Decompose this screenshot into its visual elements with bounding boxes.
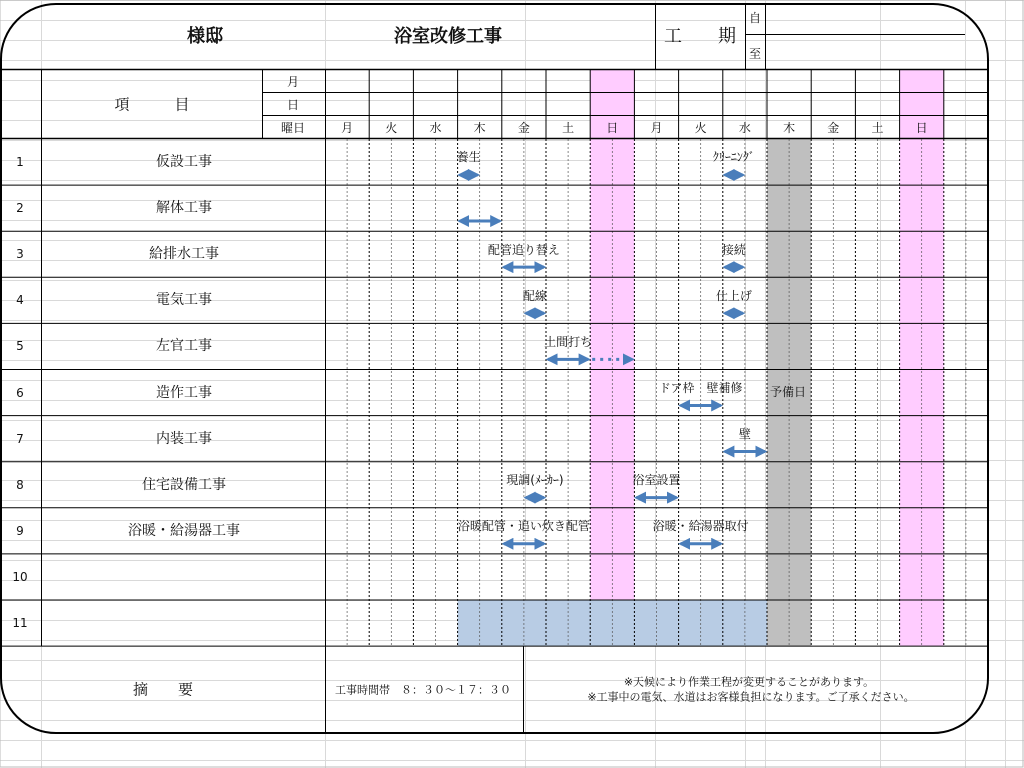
weekday-cell: 木 — [783, 121, 796, 135]
task-label: 配管追り替え — [487, 242, 560, 257]
month-row-label: 月 — [286, 75, 300, 89]
weekday-cell: 日 — [915, 121, 928, 135]
weekday-cell: 水 — [738, 121, 751, 135]
weekday-cell: 火 — [694, 121, 707, 135]
summary-label: 摘 要 — [132, 680, 194, 699]
work-item-name: 住宅設備工事 — [142, 476, 226, 493]
weekday-cell: 日 — [606, 121, 619, 135]
item-column-header: 項 目 — [114, 95, 190, 114]
weekday-cell: 金 — [827, 121, 840, 135]
task-label: ドア枠 壁補修 — [658, 380, 743, 395]
period-from-label: 自 — [748, 11, 762, 25]
task-label: 浴室設置 — [632, 473, 681, 488]
row-number: 9 — [16, 523, 24, 538]
task-label: 接続 — [721, 242, 746, 257]
weekday-cell: 木 — [473, 121, 486, 135]
client-suffix: 様邸 — [187, 26, 223, 47]
task-label: 浴暖・給湯器取付 — [652, 519, 749, 534]
row-number: 5 — [16, 339, 24, 354]
row-number: 3 — [16, 247, 24, 262]
work-item-name: 内装工事 — [156, 430, 212, 447]
work-item-name: 解体工事 — [156, 200, 212, 217]
work-item-name: 造作工事 — [156, 384, 212, 401]
row-number: 10 — [12, 569, 28, 584]
weekday-cell: 土 — [871, 121, 884, 135]
task-label: ｸﾘｰﾆﾝｸﾞ — [712, 150, 755, 165]
weekday-cell: 火 — [385, 121, 398, 135]
work-item-name: 左官工事 — [156, 338, 212, 355]
document-title: 浴室改修工事 — [394, 26, 502, 47]
row-number: 7 — [16, 431, 24, 446]
task-label: 配線 — [522, 288, 547, 303]
row-number: 1 — [16, 155, 24, 170]
task-label: 壁 — [738, 427, 751, 442]
task-label: 現調(ﾒｰｶｰ) — [506, 473, 564, 488]
work-item-name: 給排水工事 — [149, 246, 219, 263]
weekday-row-label: 曜日 — [280, 121, 306, 135]
work-hours: 工事時間帯 ８：３０～１７：３０ — [335, 683, 511, 697]
weekday-cell: 土 — [562, 121, 575, 135]
task-label: 土間打ち — [544, 334, 593, 349]
note-utilities: ※工事中の電気、水道はお客様負担になります。ご了承ください。 — [587, 690, 915, 704]
weekday-cell: 月 — [341, 121, 354, 135]
row-number: 6 — [16, 385, 24, 400]
row-number: 8 — [16, 477, 24, 492]
period-label: 工 期 — [664, 26, 736, 47]
work-item-name: 仮設工事 — [156, 154, 212, 171]
weekday-cell: 月 — [650, 121, 663, 135]
spare-day-label: 予備日 — [769, 385, 807, 399]
weekday-cell: 金 — [517, 121, 530, 135]
row-number: 2 — [16, 201, 24, 216]
note-weather: ※天候により作業工程が変更することがあります。 — [623, 675, 875, 689]
work-item-name: 浴暖・給湯器工事 — [128, 522, 240, 539]
day-row-label: 日 — [286, 98, 300, 112]
weekday-cell: 水 — [429, 121, 442, 135]
row-number: 11 — [12, 616, 28, 631]
task-label: 浴暖配管・追い炊き配管 — [457, 519, 590, 534]
work-item-name: 電気工事 — [156, 292, 212, 309]
period-to-label: 至 — [748, 47, 762, 61]
task-label: 養生 — [456, 150, 481, 165]
row-number: 4 — [16, 293, 24, 308]
task-label: 仕上げ — [715, 288, 752, 303]
